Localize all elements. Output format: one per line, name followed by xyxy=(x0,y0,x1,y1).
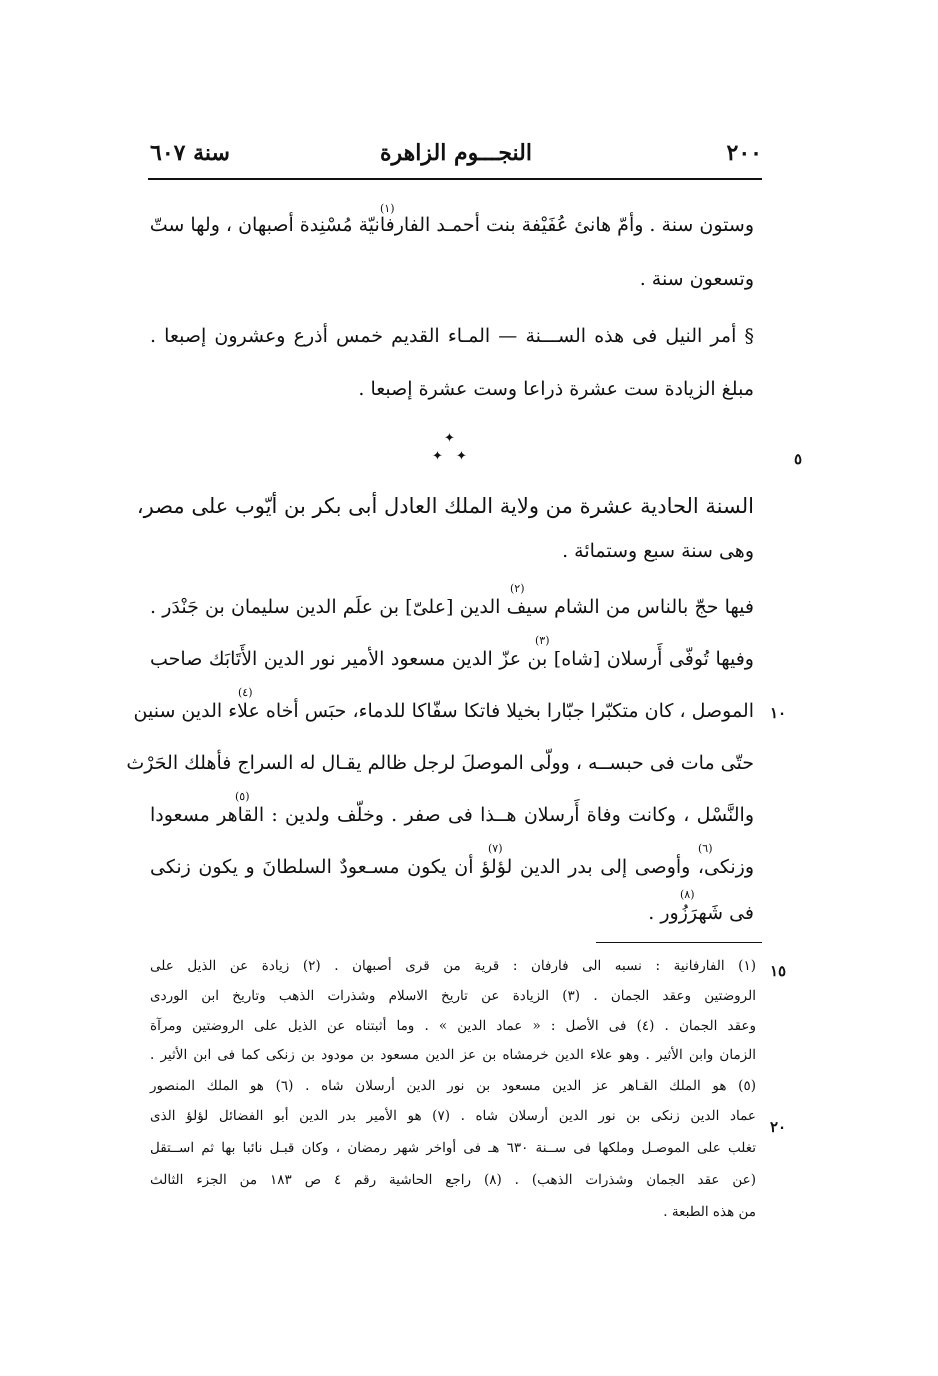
footnote-line-6 xyxy=(150,1108,756,1124)
year-heading-text: السنة الحادية عشرة من ولاية الملك العادل أبى بكر بن أيّوب على مصر، xyxy=(136,494,754,518)
footnote-line-4 xyxy=(150,1047,756,1063)
body-line-3 xyxy=(150,325,754,347)
footnote-marker: (٨) xyxy=(680,888,695,901)
footnote-marker: (٤) xyxy=(238,686,253,699)
footnote-marker: (١) xyxy=(380,202,395,215)
header-rule xyxy=(148,178,762,180)
margin-line-number-10: ١٠ xyxy=(770,704,787,722)
footnote-marker: (٧) xyxy=(488,842,503,855)
body-text: حتّى مات فى حبســه ، وولّى الموصلَ لرجل ظالم يقـال له السراج فأهلك الحَرْث xyxy=(126,752,754,774)
footnote-text: الروضتين وعقد الجمان . (٣) الزيادة عن تاريخ الاسلام وشذرات الذهب وتاريخ ابن الوردى xyxy=(150,988,756,1004)
body-line-12 xyxy=(150,842,754,878)
body-line-4 xyxy=(150,378,754,400)
footnote-marker: (٢) xyxy=(510,582,525,595)
footnote-text: (٥) هو الملك القـاهر عز الدين مسعود بن نور الدين أرسلان شاه . (٦) هو الملك المنصور xyxy=(150,1078,756,1094)
body-line-10 xyxy=(126,752,754,774)
body-line-8 xyxy=(150,634,754,670)
body-line-2 xyxy=(150,268,754,290)
body-text: وهى سنة سبع وستمائة . xyxy=(562,540,754,562)
footnote-marker: (٥) xyxy=(235,790,250,803)
body-line-1 xyxy=(149,202,754,236)
footnote-separator xyxy=(596,942,762,943)
nile-heading-text: § أمر النيل فى هذه الســـنة — المـاء القديم خمس أذرع وعشرون إصبعا . xyxy=(150,325,754,347)
body-text: وتسعون سنة . xyxy=(639,268,754,290)
running-header xyxy=(150,140,762,174)
body-line-7 xyxy=(150,582,754,618)
year-label: سنة ٦٠٧ xyxy=(150,140,230,166)
footnote-line-7 xyxy=(150,1140,756,1156)
body-text: فى شَهرَزُور . xyxy=(648,902,754,924)
body-text: الموصل ، كان متكبّرا جبّارا بخيلا فاتكا سفّاكا للدماء، حبَس أخاه علاء الدين سنين xyxy=(133,700,754,722)
footnote-text: (عن عقد الجمان وشذرات الذهب) . (٨) راجع الحاشية رقم ٤ ص ١٨٣ من الجزء الثالث xyxy=(150,1172,756,1188)
footnote-marker: (٣) xyxy=(535,634,550,647)
body-text: وزنكى، وأوصى إلى بدر الدين لؤلؤ أن يكون مسـعودٌ السلطانَ و يكون زنكى xyxy=(150,856,754,878)
footnote-line-8 xyxy=(150,1172,756,1188)
footnote-text: (١) الفارفانية : نسبه الى فارفان : قرية من قرى أصبهان . (٢) زيادة عن الذيل على xyxy=(150,958,756,974)
body-line-13 xyxy=(150,888,754,924)
body-text: والنَّسْل ، وكانت وفاة أَرسلان هــذا فى صفر . وخلّف ولدين : القاهر مسعودا xyxy=(150,804,754,826)
body-line-5 xyxy=(136,494,754,518)
page-number: ٢٠٠ xyxy=(726,140,762,166)
footnote-text: تغلب على الموصـل وملكها فى ســنة ٦٣٠ هـ فى أواخر شهر رمضان ، وكان قبـل نائبا بها ثم اســتقل xyxy=(150,1140,756,1156)
section-ornament: ✦ ✦ ✦ xyxy=(432,431,467,464)
footnote-line-3 xyxy=(150,1018,756,1034)
footnote-line-5 xyxy=(150,1078,756,1094)
footnote-marker: (٦) xyxy=(698,842,713,855)
margin-line-number-15: ١٥ xyxy=(770,962,787,980)
book-title: النجـــوم الزاهرة xyxy=(380,140,532,166)
footnote-line-1 xyxy=(150,958,756,974)
margin-line-number-20: ٢٠ xyxy=(770,1118,787,1136)
body-line-11 xyxy=(150,790,754,826)
footnote-text: الزمان وابن الأثير . وهو علاء الدين خرمشاه بن عز الدين مسعود بن مودود بن زنكى كما فى ابن الأثير . xyxy=(150,1047,756,1063)
footnote-text: من هذه الطبعة . xyxy=(663,1204,756,1220)
footnote-line-9 xyxy=(150,1204,756,1220)
footnote-text: وعقد الجمان . (٤) فى الأصل : « عماد الدين » . وما أثبتناه عن الذيل على الروضتين ومرآة xyxy=(150,1018,756,1034)
body-text: وفيها تُوفّى أَرسلان [شاه] بن عزّ الدين مسعود الأمير نور الدين الأَتَابَك صاحب xyxy=(150,648,754,670)
margin-line-number-5: ٥ xyxy=(794,450,803,468)
body-line-9 xyxy=(133,686,754,722)
body-text: وستون سنة . وأمّ هانئ عُفَيْفة بنت أحمـد الفارفانيّة مُسْنِدة أصبهان ، ولها ستّ xyxy=(149,214,754,236)
body-text: فيها حجّ بالناس من الشام سيف الدين [علىّ] بن علَم الدين سليمان بن جَنْدَر . xyxy=(150,596,754,618)
body-text: مبلغ الزيادة ست عشرة ذراعا وست عشرة إصبعا . xyxy=(358,378,754,400)
footnote-line-2 xyxy=(150,988,756,1004)
body-line-6 xyxy=(150,540,754,562)
footnote-text: عماد الدين زنكى بن نور الدين أرسلان شاه . (٧) هو الأمير بدر الدين أبو الفضائل لؤلؤ الذى xyxy=(150,1108,756,1124)
